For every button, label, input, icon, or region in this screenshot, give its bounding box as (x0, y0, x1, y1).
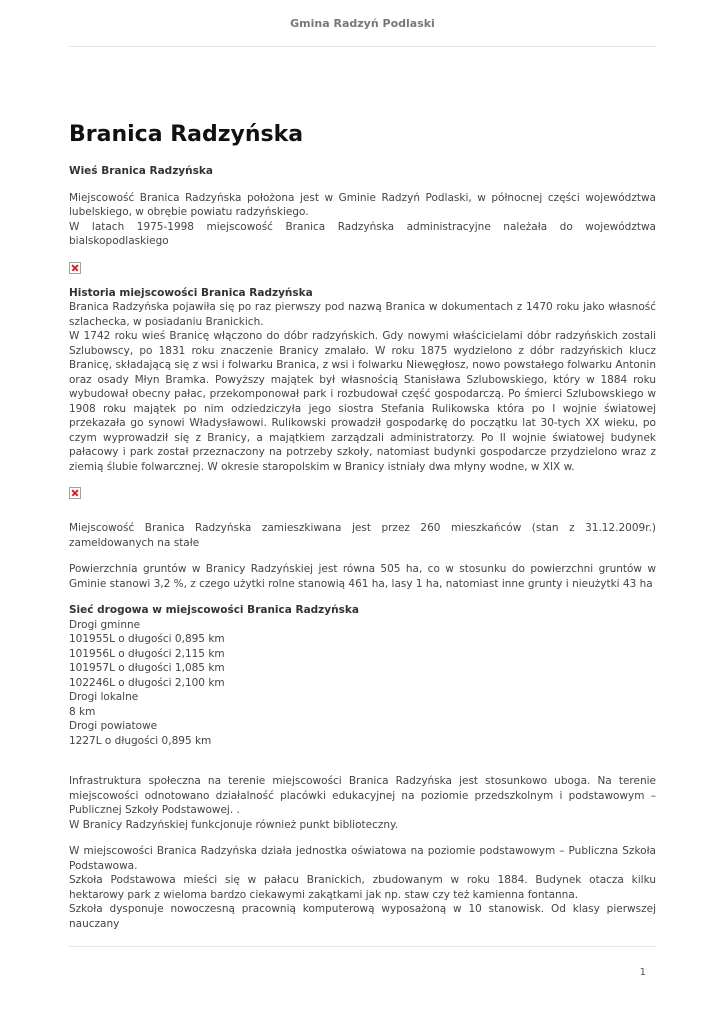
header-divider (69, 46, 656, 47)
broken-image-icon (69, 262, 81, 274)
intro-paragraph: Miejscowość Branica Radzyńska położona jest w Gminie Radzyń Podlaski, w północnej części województwa lubelskiego, w obrębie powiatu radzyńskiego. (69, 191, 656, 218)
roads-list-item: Drogi powiatowe (69, 720, 158, 732)
school-paragraph: W miejscowości Branica Radzyńska działa jednostka oświatowa na poziomie podstawowym – Publiczna Szkoła Podstawowa. (69, 845, 656, 872)
site-header: Gmina Radzyń Podlaski (290, 17, 435, 30)
roads-list-item: 101956L o długości 2,115 km (69, 647, 225, 660)
broken-image-icon (69, 487, 81, 499)
roads-heading: Sieć drogowa w miejscowości Branica Radzyńska (69, 604, 359, 616)
roads-list-item: 101957L o długości 1,085 km (69, 662, 225, 674)
school-paragraph-3: Szkoła dysponuje nowoczesną pracownią komputerową wyposażoną w 10 stanowisk. Od klasy pierwszej nauczany (69, 903, 656, 930)
roads-list-item: 8 km (69, 705, 96, 718)
page-title: Branica Radzyńska (69, 122, 304, 147)
infrastructure-paragraph-2: W Branicy Radzyńskiej funkcjonuje również punkt biblioteczny. (69, 818, 399, 831)
roads-list-item: 102246L o długości 2,100 km (69, 676, 225, 689)
school-paragraph-2: Szkoła Podstawowa mieści się w pałacu Branickich, zbudowanym w roku 1884. Budynek otacza kilku hektarowy park z wieloma bardzo ciekawymi zakątkami jak np. staw czy też kamienna fontanna. (69, 874, 656, 901)
roads-list-item: 101955L o długości 0,895 km (69, 633, 225, 645)
footer-divider (69, 946, 656, 947)
article-body (69, 120, 656, 931)
history-paragraph-2: W 1742 roku wieś Branicę włączono do dóbr radzyńskich. Gdy nowymi właścicielami dóbr radzyńskich zostali Szlubowscy, po 1831 roku znaczenie Branicy zmalało. W roku 1875 wydzielono z dóbr radzyńskich klucz Branicę, składającą się z wsi i folwarku Branica, z wsi i folwarku Niewęgłosz, nowo powstałego folwarku Antonin oraz osady Młyn Bramka. Powyższy majątek był własnością Stanisława Szlubowskiego, który w 1884 roku wybudował obecny pałac, przekomponował park i rozbudował część gospodarczą. Po śmierci Szlubowskiego w 1908 roku majątek po nim odziedziczyła jego siostra Stefania Rulikowska która po I wojnie światowej przekazała go synowi Władysławowi. Rulikowski prowadził gospodarkę do początku lat 30-tych XX wieku, po czym wyprowadził się z Branicy, a majątkiem zarządzali administratorzy. Po II wojnie światowej budynek pałacowy i park został przeznaczony na potrzeby szkoły, natomiast budynki gospodarcze przydzielono wraz z ziemią ślubie folwarcznej. W okresie staropolskim w Branicy istniały dwa młyny wodne, w XIX w. (69, 330, 656, 473)
roads-list-item: Drogi lokalne (69, 691, 139, 703)
population-paragraph: Miejscowość Branica Radzyńska zamieszkiwana jest przez 260 mieszkańców (stan z 31.12.2009r.) zameldowanych na stałe (69, 522, 656, 549)
roads-list-item: 1227L o długości 0,895 km (69, 734, 212, 747)
page-subtitle: Wieś Branica Radzyńska (69, 165, 213, 177)
page-number: 1 (639, 967, 646, 978)
history-paragraph: Branica Radzyńska pojawiła się po raz pierwszy pod nazwą Branica w dokumentach z 1470 roku jako własność szlachecka, w posiadaniu Branickich. (69, 301, 656, 328)
roads-list-item: Drogi gminne (69, 618, 141, 631)
intro-paragraph-2: W latach 1975-1998 miejscowość Branica Radzyńska administracyjne należała do województwa bialskopodlaskiego (69, 220, 656, 247)
infrastructure-paragraph: Infrastruktura społeczna na terenie miejscowości Branica Radzyńska jest stosunkowo uboga. Na terenie miejscowości odnotowano działalność placówki edukacyjnej na poziomie przedszkolnym i podstawowym – Publicznej Szkoły Podstawowej. . (69, 775, 656, 816)
roads-list (69, 618, 656, 749)
history-heading: Historia miejscowości Branica Radzyńska (69, 286, 313, 299)
area-paragraph: Powierzchnia gruntów w Branicy Radzyńskiej jest równa 505 ha, co w stosunku do powierzchni gruntów w Gminie stanowi 3,2 %, z czego użytki rolne stanowią 461 ha, lasy 1 ha, natomiast inne grunty i nieużytki 43 ha (69, 563, 656, 590)
